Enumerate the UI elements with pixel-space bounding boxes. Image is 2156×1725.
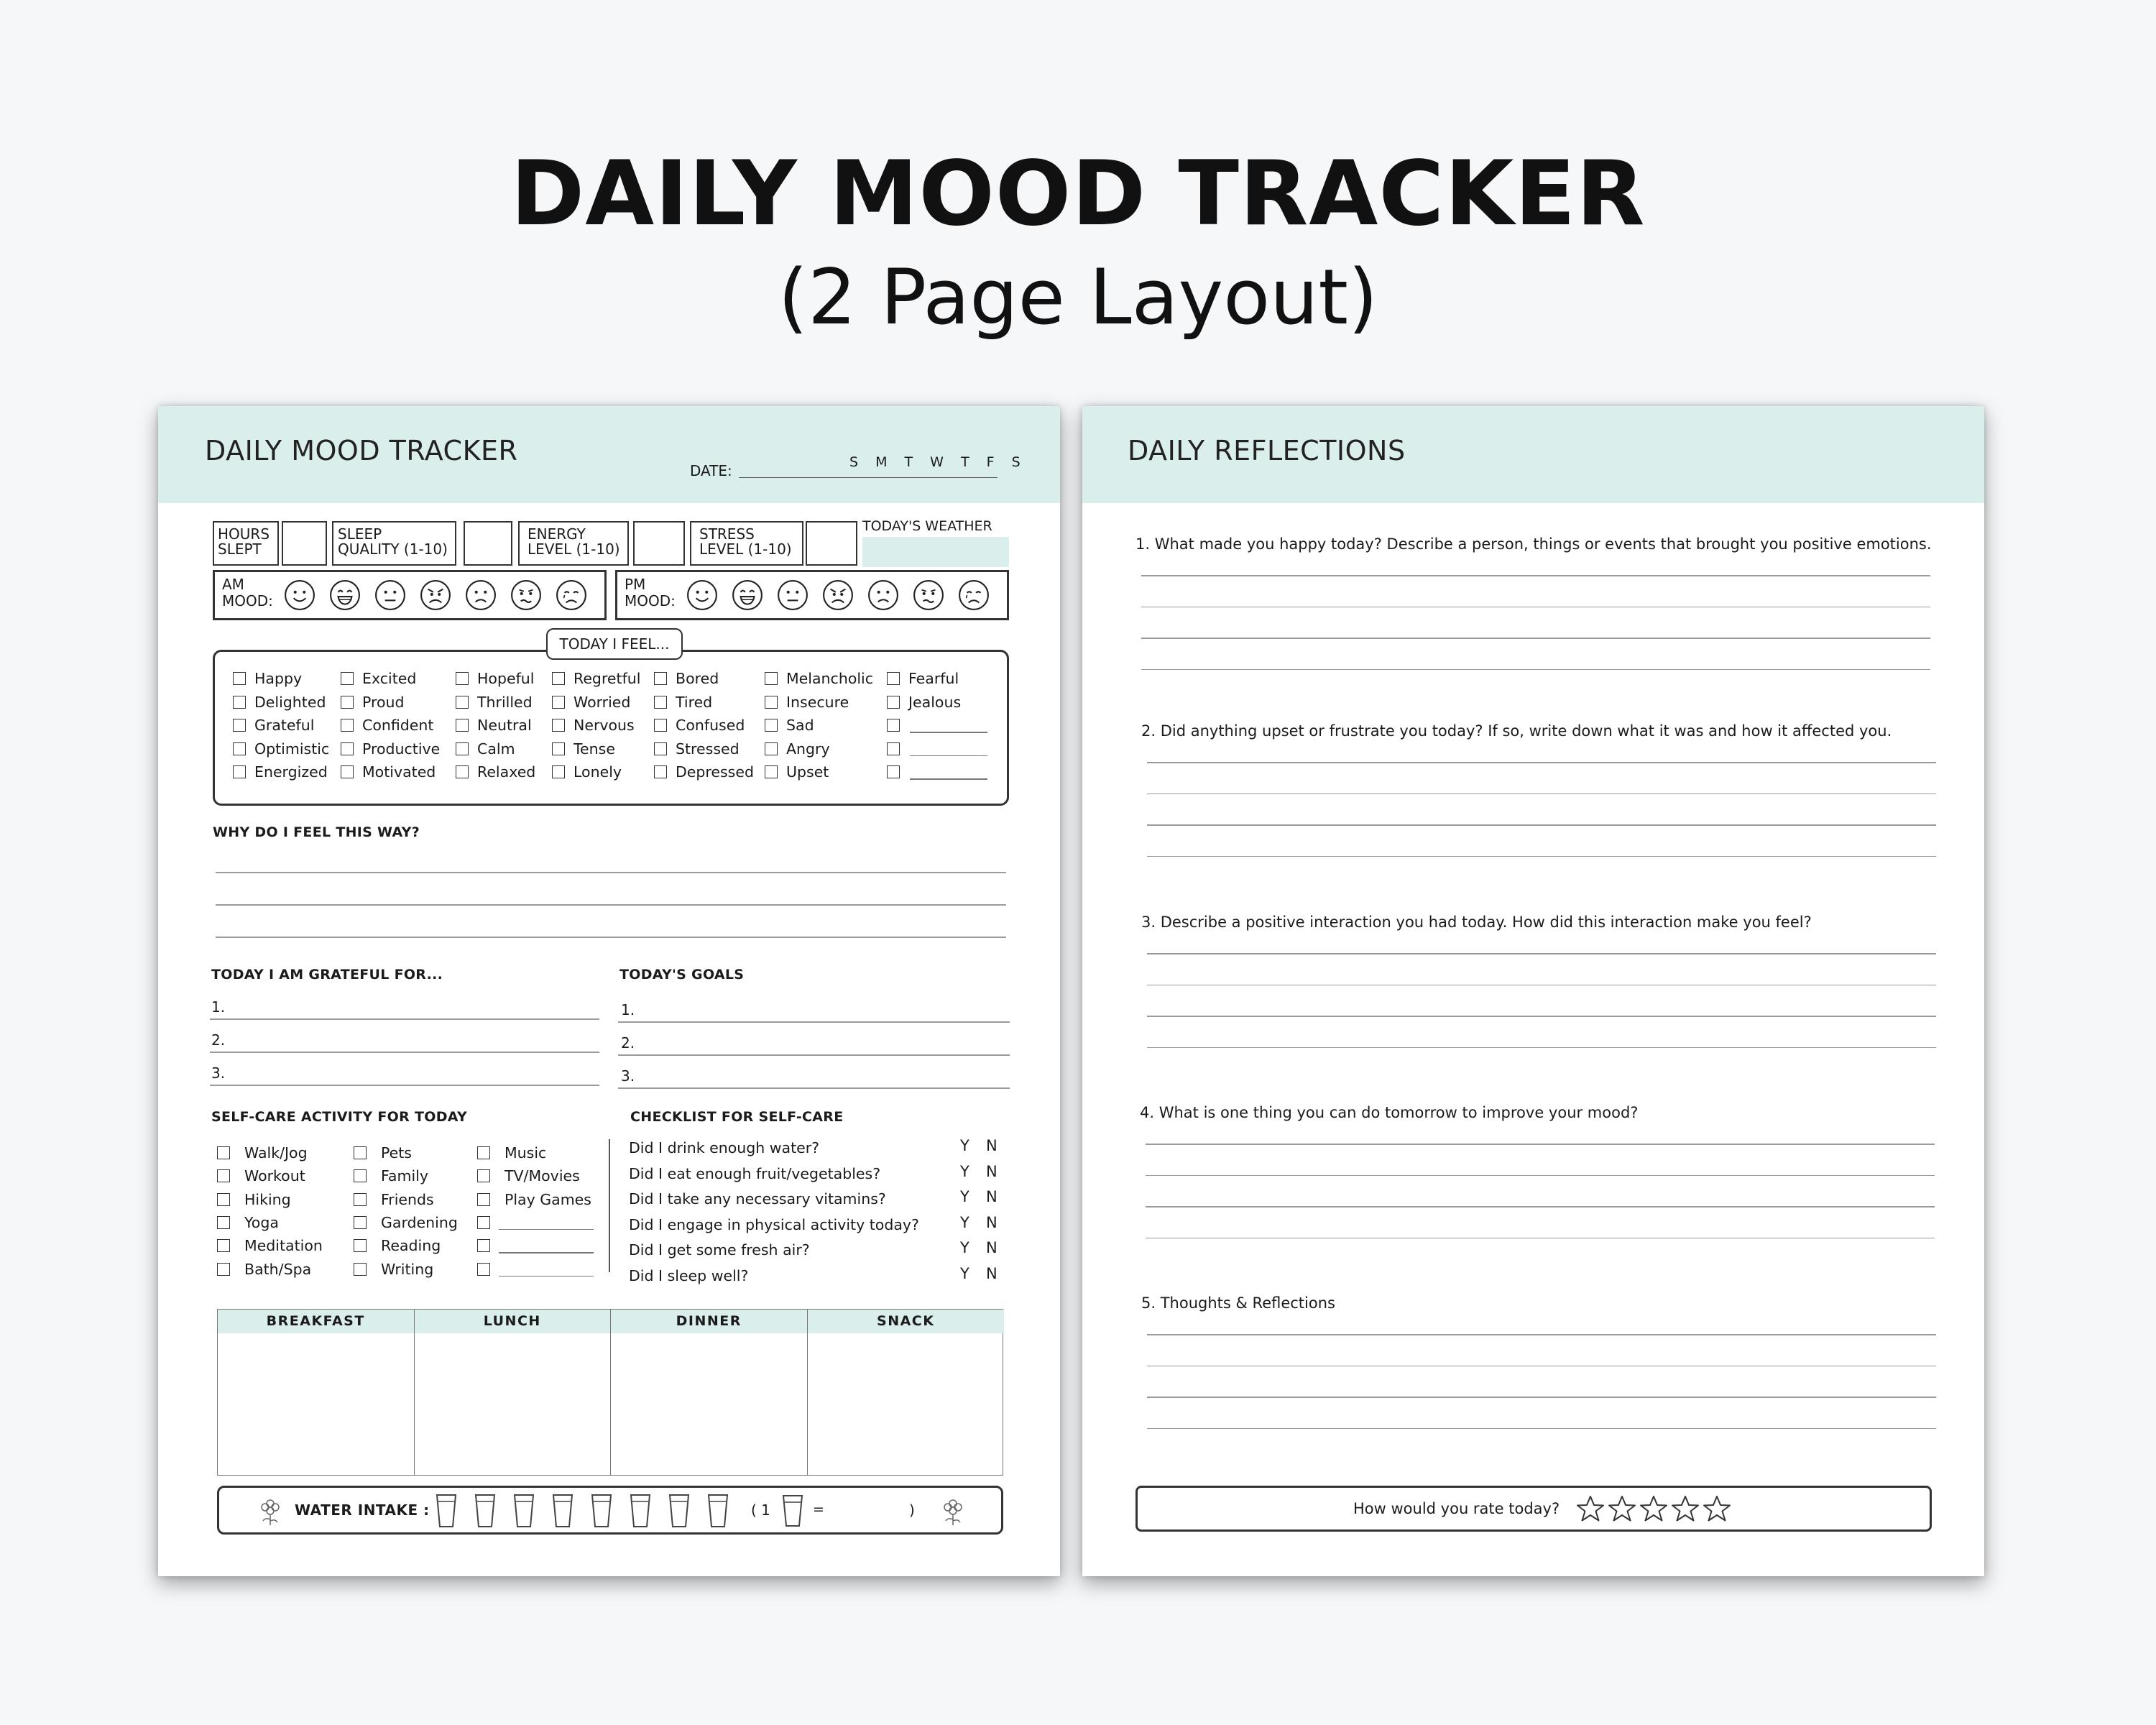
feeling-label: Motivated xyxy=(362,763,436,781)
feeling-checkbox[interactable] xyxy=(887,765,900,778)
angry-face-icon[interactable] xyxy=(420,579,451,611)
stress-level-input[interactable] xyxy=(806,521,857,566)
reflections-page xyxy=(1082,406,1984,1576)
grateful-number: 2. xyxy=(211,1031,226,1049)
grateful-number: 1. xyxy=(211,998,226,1016)
feeling-label: Nervous xyxy=(573,717,635,734)
reflection-line[interactable] xyxy=(1147,1047,1936,1049)
selfcare-checkbox[interactable] xyxy=(477,1146,490,1159)
goal-line[interactable] xyxy=(618,1021,1010,1023)
yes-option[interactable]: Y xyxy=(960,1239,969,1256)
feeling-label: Grateful xyxy=(254,717,315,734)
selfcare-label: Reading xyxy=(381,1237,441,1255)
selfcare-label: Meditation xyxy=(244,1237,323,1255)
selfcare-label: Gardening xyxy=(381,1213,458,1231)
meal-header: LUNCH xyxy=(415,1310,611,1333)
stress-level-label-2: LEVEL (1-10) xyxy=(699,540,792,558)
sleep-quality-label-1: SLEEP xyxy=(338,525,382,543)
meal-header: BREAKFAST xyxy=(218,1310,414,1333)
no-option[interactable]: N xyxy=(986,1213,998,1231)
selfcare-label: Family xyxy=(381,1167,428,1185)
yes-option[interactable]: Y xyxy=(960,1264,969,1282)
goal-number: 1. xyxy=(621,1001,635,1018)
feeling-label: Confused xyxy=(676,717,745,734)
date-label: DATE: xyxy=(690,462,732,479)
mood-tracker-page xyxy=(158,406,1060,1576)
feeling-checkbox[interactable] xyxy=(654,672,667,685)
feeling-checkbox[interactable] xyxy=(456,765,469,778)
feeling-checkbox[interactable] xyxy=(233,672,246,685)
feeling-checkbox[interactable] xyxy=(887,672,900,685)
reflection-line[interactable] xyxy=(1147,1397,1936,1398)
reflection-question: 1. What made you happy today? Describe a person, things or events that brought you positive emotions. xyxy=(1135,535,1932,553)
checklist-question: Did I engage in physical activity today? xyxy=(629,1215,919,1233)
am-mood-label-2: MOOD: xyxy=(222,592,273,610)
goals-title: TODAY'S GOALS xyxy=(619,967,745,983)
selfcare-label: Hiking xyxy=(244,1190,291,1208)
why-title: WHY DO I FEEL THIS WAY? xyxy=(213,824,420,840)
feeling-checkbox[interactable] xyxy=(341,742,354,755)
selfcare-label: Yoga xyxy=(244,1213,279,1231)
feeling-checkbox[interactable] xyxy=(654,765,667,778)
sleep-quality-label-2: QUALITY (1-10) xyxy=(338,540,448,558)
feeling-label: Jealous xyxy=(908,693,962,711)
selfcare-blank-line[interactable] xyxy=(499,1276,594,1277)
feeling-label: Optimistic xyxy=(254,740,330,758)
hero-subtitle: (2 Page Layout) xyxy=(778,253,1378,341)
yes-option[interactable]: Y xyxy=(960,1188,969,1205)
checklist-question: Did I get some fresh air? xyxy=(629,1241,810,1259)
meal-header: DINNER xyxy=(611,1310,807,1333)
reflection-line[interactable] xyxy=(1147,1366,1936,1367)
feeling-label: Sad xyxy=(786,717,814,734)
reflection-question: 3. Describe a positive interaction you had today. How did this interaction make you feel? xyxy=(1141,914,1812,931)
feeling-blank-line[interactable] xyxy=(910,778,987,780)
water-glass-icon[interactable] xyxy=(590,1493,613,1529)
feeling-checkbox[interactable] xyxy=(233,765,246,778)
reflection-line[interactable] xyxy=(1147,762,1936,763)
feeling-label: Neutral xyxy=(477,717,532,734)
hero-title: DAILY MOOD TRACKER xyxy=(510,142,1646,246)
hours-slept-input[interactable] xyxy=(282,521,327,566)
reflection-line[interactable] xyxy=(1146,1238,1935,1239)
feeling-checkbox[interactable] xyxy=(765,672,778,685)
feeling-checkbox[interactable] xyxy=(552,672,565,685)
pm-mood-box xyxy=(615,570,1009,620)
rating-label: How would you rate today? xyxy=(1353,1500,1560,1517)
feeling-checkbox[interactable] xyxy=(887,719,900,732)
rating-star-icon[interactable] xyxy=(1608,1494,1636,1523)
feeling-checkbox[interactable] xyxy=(654,696,667,709)
feeling-blank-line[interactable] xyxy=(910,755,987,757)
water-key-close: ) xyxy=(909,1501,915,1519)
feeling-label: Thrilled xyxy=(477,693,533,711)
feeling-label: Relaxed xyxy=(477,763,536,781)
selfcare-blank-line[interactable] xyxy=(499,1229,594,1230)
feeling-label: Excited xyxy=(362,670,417,687)
checklist-question: Did I sleep well? xyxy=(629,1266,749,1284)
feeling-checkbox[interactable] xyxy=(765,696,778,709)
weather-field[interactable] xyxy=(862,537,1009,567)
water-glass-icon[interactable] xyxy=(435,1493,458,1529)
reflection-question: 5. Thoughts & Reflections xyxy=(1141,1294,1335,1312)
meal-column-snack[interactable] xyxy=(808,1310,1005,1475)
reflection-line[interactable] xyxy=(1146,1206,1935,1208)
stress-level-label-1: STRESS xyxy=(699,525,755,543)
feeling-blank-line[interactable] xyxy=(910,732,987,733)
goal-line[interactable] xyxy=(618,1087,1010,1089)
feeling-checkbox[interactable] xyxy=(765,742,778,755)
weather-label: TODAY'S WEATHER xyxy=(862,518,992,534)
feeling-label: Regretful xyxy=(573,670,641,687)
feeling-checkbox[interactable] xyxy=(341,696,354,709)
grateful-title: TODAY I AM GRATEFUL FOR... xyxy=(211,967,443,983)
selfcare-checkbox[interactable] xyxy=(217,1146,230,1159)
pm-mood-label-1: PM xyxy=(625,576,646,593)
rating-box xyxy=(1135,1486,1932,1532)
feeling-label: Angry xyxy=(786,740,830,758)
selfcare-divider xyxy=(609,1139,610,1272)
selfcare-label: TV/Movies xyxy=(505,1167,580,1185)
reflection-line[interactable] xyxy=(1147,1016,1936,1017)
water-key-equals: = xyxy=(813,1501,824,1517)
sleep-quality-input[interactable] xyxy=(464,521,512,566)
water-key-glass-icon xyxy=(781,1494,804,1528)
feeling-checkbox[interactable] xyxy=(765,719,778,732)
feeling-checkbox[interactable] xyxy=(887,742,900,755)
goal-number: 2. xyxy=(621,1034,635,1052)
selfcare-label: Friends xyxy=(381,1190,434,1208)
feeling-label: Tired xyxy=(676,693,713,711)
feeling-checkbox[interactable] xyxy=(552,696,565,709)
reflection-line[interactable] xyxy=(1146,1144,1935,1145)
stress-level-label-box xyxy=(690,521,803,566)
feeling-checkbox[interactable] xyxy=(341,672,354,685)
feeling-checkbox[interactable] xyxy=(654,719,667,732)
reflection-line[interactable] xyxy=(1147,824,1936,826)
selfcare-checkbox[interactable] xyxy=(354,1169,367,1182)
feeling-checkbox[interactable] xyxy=(887,696,900,709)
grateful-line[interactable] xyxy=(210,1018,599,1020)
feeling-checkbox[interactable] xyxy=(765,765,778,778)
selfcare-checkbox[interactable] xyxy=(477,1239,490,1252)
feeling-checkbox[interactable] xyxy=(341,765,354,778)
date-field[interactable] xyxy=(739,477,998,478)
reflection-line[interactable] xyxy=(1141,607,1930,608)
reflection-line[interactable] xyxy=(1141,638,1930,639)
feeling-label: Confident xyxy=(362,717,434,734)
grateful-number: 3. xyxy=(211,1064,226,1082)
water-glass-icon[interactable] xyxy=(629,1493,652,1529)
water-key-open: ( 1 xyxy=(751,1501,770,1519)
happy-face-icon[interactable] xyxy=(284,579,315,611)
energy-level-label-1: ENERGY xyxy=(528,525,586,543)
feeling-label: Bored xyxy=(676,670,719,687)
selfcare-label: Pets xyxy=(381,1144,412,1162)
feeling-checkbox[interactable] xyxy=(233,719,246,732)
reflection-line[interactable] xyxy=(1147,794,1936,795)
checklist-question: Did I drink enough water? xyxy=(629,1139,820,1156)
confused-face-icon[interactable] xyxy=(913,579,944,611)
grin-face-icon[interactable] xyxy=(732,579,763,611)
hours-slept-label-box xyxy=(213,521,279,566)
hours-slept-label-1: HOURS xyxy=(218,525,270,543)
reflection-line[interactable] xyxy=(1147,985,1936,986)
reflection-line[interactable] xyxy=(1146,1175,1935,1177)
feeling-label: Delighted xyxy=(254,693,326,711)
no-option[interactable]: N xyxy=(986,1264,998,1282)
feeling-checkbox[interactable] xyxy=(456,672,469,685)
energy-level-label-box xyxy=(518,521,629,566)
meal-column-breakfast[interactable] xyxy=(218,1310,415,1475)
no-option[interactable]: N xyxy=(986,1137,998,1154)
confused-face-icon[interactable] xyxy=(510,579,542,611)
selfcare-label: Workout xyxy=(244,1167,305,1185)
selfcare-checkbox[interactable] xyxy=(477,1193,490,1206)
checklist-question: Did I eat enough fruit/vegetables? xyxy=(629,1164,881,1182)
yes-option[interactable]: Y xyxy=(960,1137,969,1154)
meal-table xyxy=(217,1309,1003,1476)
sleep-quality-label-box xyxy=(332,521,456,566)
feeling-label: Hopeful xyxy=(477,670,535,687)
meal-header: SNACK xyxy=(808,1310,1005,1333)
grateful-line[interactable] xyxy=(210,1085,599,1086)
feeling-checkbox[interactable] xyxy=(552,765,565,778)
feeling-checkbox[interactable] xyxy=(552,742,565,755)
selfcare-checkbox[interactable] xyxy=(477,1263,490,1276)
am-mood-box xyxy=(213,570,607,620)
crying-face-icon[interactable] xyxy=(556,579,587,611)
feeling-label: Stressed xyxy=(676,740,740,758)
crying-face-icon[interactable] xyxy=(958,579,990,611)
goal-number: 3. xyxy=(621,1067,635,1085)
grateful-line[interactable] xyxy=(210,1052,599,1053)
feeling-label: Tense xyxy=(573,740,615,758)
selfcare-blank-line[interactable] xyxy=(499,1252,594,1254)
happy-face-icon[interactable] xyxy=(686,579,718,611)
page-title: DAILY MOOD TRACKER xyxy=(205,435,518,466)
no-option[interactable]: N xyxy=(986,1239,998,1256)
why-line-1[interactable] xyxy=(216,872,1006,873)
feeling-label: Fearful xyxy=(908,670,959,687)
water-glass-icon[interactable] xyxy=(706,1493,729,1529)
selfcare-checkbox[interactable] xyxy=(217,1216,230,1229)
selfcare-label: Walk/Jog xyxy=(244,1144,308,1162)
water-glass-icon[interactable] xyxy=(474,1493,497,1529)
water-intake-box xyxy=(217,1486,1003,1535)
checklist-title: CHECKLIST FOR SELF-CARE xyxy=(630,1109,844,1125)
no-option[interactable]: N xyxy=(986,1162,998,1180)
reflection-line[interactable] xyxy=(1141,669,1930,671)
selfcare-checkbox[interactable] xyxy=(217,1263,230,1276)
feeling-label: Melancholic xyxy=(786,670,874,687)
meal-column-lunch[interactable] xyxy=(415,1310,612,1475)
reflection-line[interactable] xyxy=(1147,953,1936,954)
hours-slept-label-2: SLEPT xyxy=(218,540,262,558)
reflection-line[interactable] xyxy=(1147,1428,1936,1430)
feeling-label: Insecure xyxy=(786,693,849,711)
feeling-label: Proud xyxy=(362,693,405,711)
water-glass-icon[interactable] xyxy=(668,1493,691,1529)
sad-face-icon[interactable] xyxy=(867,579,899,611)
selfcare-label: Play Games xyxy=(505,1190,591,1208)
water-intake-label: WATER INTAKE : xyxy=(295,1501,430,1519)
rating-star-icon[interactable] xyxy=(1639,1494,1668,1523)
selfcare-checkbox[interactable] xyxy=(354,1263,367,1276)
feeling-checkbox[interactable] xyxy=(233,742,246,755)
selfcare-checkbox[interactable] xyxy=(477,1216,490,1229)
selfcare-label: Music xyxy=(505,1144,547,1162)
energy-level-label-2: LEVEL (1-10) xyxy=(528,540,620,558)
why-line-3[interactable] xyxy=(216,937,1006,938)
feeling-label: Worried xyxy=(573,693,631,711)
rating-star-icon[interactable] xyxy=(1576,1494,1605,1523)
yes-option[interactable]: Y xyxy=(960,1213,969,1231)
selfcare-checkbox[interactable] xyxy=(354,1193,367,1206)
feeling-label: Happy xyxy=(254,670,303,687)
feelings-title: TODAY I FEEL... xyxy=(546,628,683,660)
flower-icon xyxy=(257,1495,284,1527)
feeling-label: Upset xyxy=(786,763,829,781)
flower-icon xyxy=(939,1495,967,1527)
pm-mood-label-2: MOOD: xyxy=(625,592,676,610)
selfcare-checkbox[interactable] xyxy=(217,1169,230,1182)
feeling-checkbox[interactable] xyxy=(341,719,354,732)
no-option[interactable]: N xyxy=(986,1188,998,1205)
selfcare-checkbox[interactable] xyxy=(354,1146,367,1159)
weekday-picker[interactable]: S M T W T F S xyxy=(849,454,1027,470)
selfcare-label: Writing xyxy=(381,1260,434,1278)
sad-face-icon[interactable] xyxy=(465,579,497,611)
grin-face-icon[interactable] xyxy=(329,579,361,611)
feeling-label: Lonely xyxy=(573,763,622,781)
reflection-line[interactable] xyxy=(1147,1334,1936,1335)
feeling-checkbox[interactable] xyxy=(456,742,469,755)
selfcare-checkbox[interactable] xyxy=(354,1239,367,1252)
angry-face-icon[interactable] xyxy=(822,579,854,611)
feeling-label: Calm xyxy=(477,740,515,758)
meal-column-dinner[interactable] xyxy=(611,1310,808,1475)
feeling-checkbox[interactable] xyxy=(456,696,469,709)
yes-option[interactable]: Y xyxy=(960,1162,969,1180)
selfcare-checkbox[interactable] xyxy=(217,1193,230,1206)
goal-line[interactable] xyxy=(618,1054,1010,1056)
rating-star-icon[interactable] xyxy=(1671,1494,1700,1523)
feeling-checkbox[interactable] xyxy=(654,742,667,755)
feeling-label: Depressed xyxy=(676,763,754,781)
selfcare-checkbox[interactable] xyxy=(217,1239,230,1252)
selfcare-label: Bath/Spa xyxy=(244,1260,312,1278)
selfcare-title: SELF-CARE ACTIVITY FOR TODAY xyxy=(211,1109,468,1125)
reflection-question: 2. Did anything upset or frustrate you today? If so, write down what it was and how it affected you. xyxy=(1141,722,1892,740)
reflection-question: 4. What is one thing you can do tomorrow to improve your mood? xyxy=(1140,1104,1639,1121)
feeling-label: Productive xyxy=(362,740,441,758)
page-title: DAILY REFLECTIONS xyxy=(1128,435,1406,466)
rating-star-icon[interactable] xyxy=(1703,1494,1731,1523)
reflection-line[interactable] xyxy=(1141,575,1930,576)
water-glass-icon[interactable] xyxy=(512,1493,535,1529)
checklist-question: Did I take any necessary vitamins? xyxy=(629,1190,886,1208)
am-mood-label-1: AM xyxy=(222,576,244,593)
reflection-line[interactable] xyxy=(1147,856,1936,857)
neutral-face-icon[interactable] xyxy=(374,579,406,611)
selfcare-checkbox[interactable] xyxy=(354,1216,367,1229)
selfcare-checkbox[interactable] xyxy=(477,1169,490,1182)
feeling-checkbox[interactable] xyxy=(552,719,565,732)
feeling-label: Energized xyxy=(254,763,328,781)
why-line-2[interactable] xyxy=(216,904,1006,906)
feeling-checkbox[interactable] xyxy=(456,719,469,732)
energy-level-input[interactable] xyxy=(633,521,685,566)
feeling-checkbox[interactable] xyxy=(233,696,246,709)
water-glass-icon[interactable] xyxy=(551,1493,574,1529)
neutral-face-icon[interactable] xyxy=(777,579,808,611)
